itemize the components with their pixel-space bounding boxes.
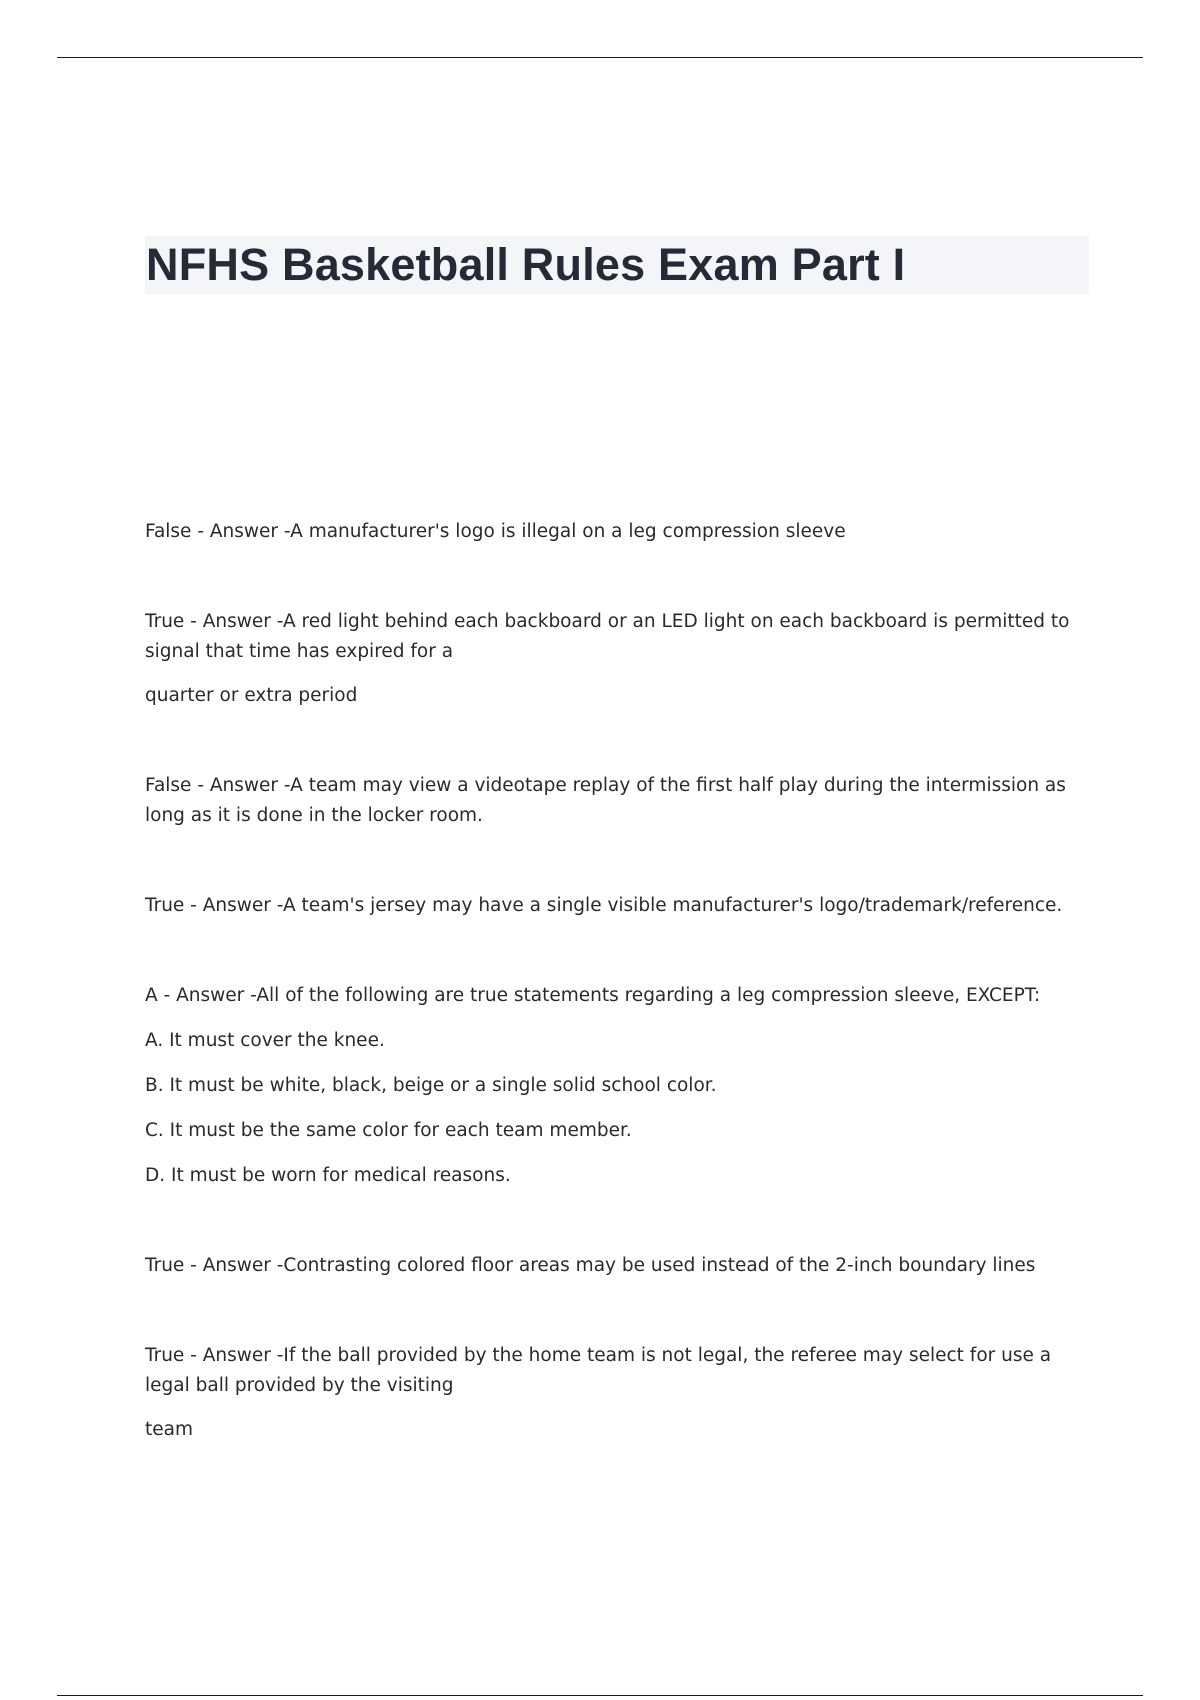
qa-item: False - Answer -A team may view a videotape replay of the first half play during the intermission as long as it is done in the locker room. [145,775,1066,826]
qa-item: True - Answer -If the ball provided by the home team is not legal, the referee may select for use a legal ball provided by the visiting [145,1345,1052,1396]
answer-option-d: D. It must be worn for medical reasons. [145,1165,511,1186]
answer-option-c: C. It must be the same color for each team member. [145,1120,632,1141]
qa-item: True - Answer -A team's jersey may have a single visible manufacturer's logo/trademark/reference. [145,895,1063,916]
qa-item: A - Answer -All of the following are true statements regarding a leg compression sleeve, EXCEPT: [145,985,1041,1006]
qa-list [145,517,1090,1445]
answer-option-b: B. It must be white, black, beige or a single solid school color. [145,1075,717,1096]
qa-item-continuation: team [145,1419,193,1440]
qa-item-continuation: quarter or extra period [145,685,358,706]
bottom-rule [57,1695,1143,1696]
qa-item: True - Answer -Contrasting colored floor areas may be used instead of the 2-inch boundary lines [145,1255,1036,1276]
qa-item: False - Answer -A manufacturer's logo is illegal on a leg compression sleeve [145,521,846,542]
top-rule [57,57,1143,58]
page-title: NFHS Basketball Rules Exam Part I [146,239,906,290]
answer-option-a: A. It must cover the knee. [145,1030,385,1051]
qa-item: True - Answer -A red light behind each backboard or an LED light on each backboard is permitted to signal that time has expired for a [145,611,1070,662]
